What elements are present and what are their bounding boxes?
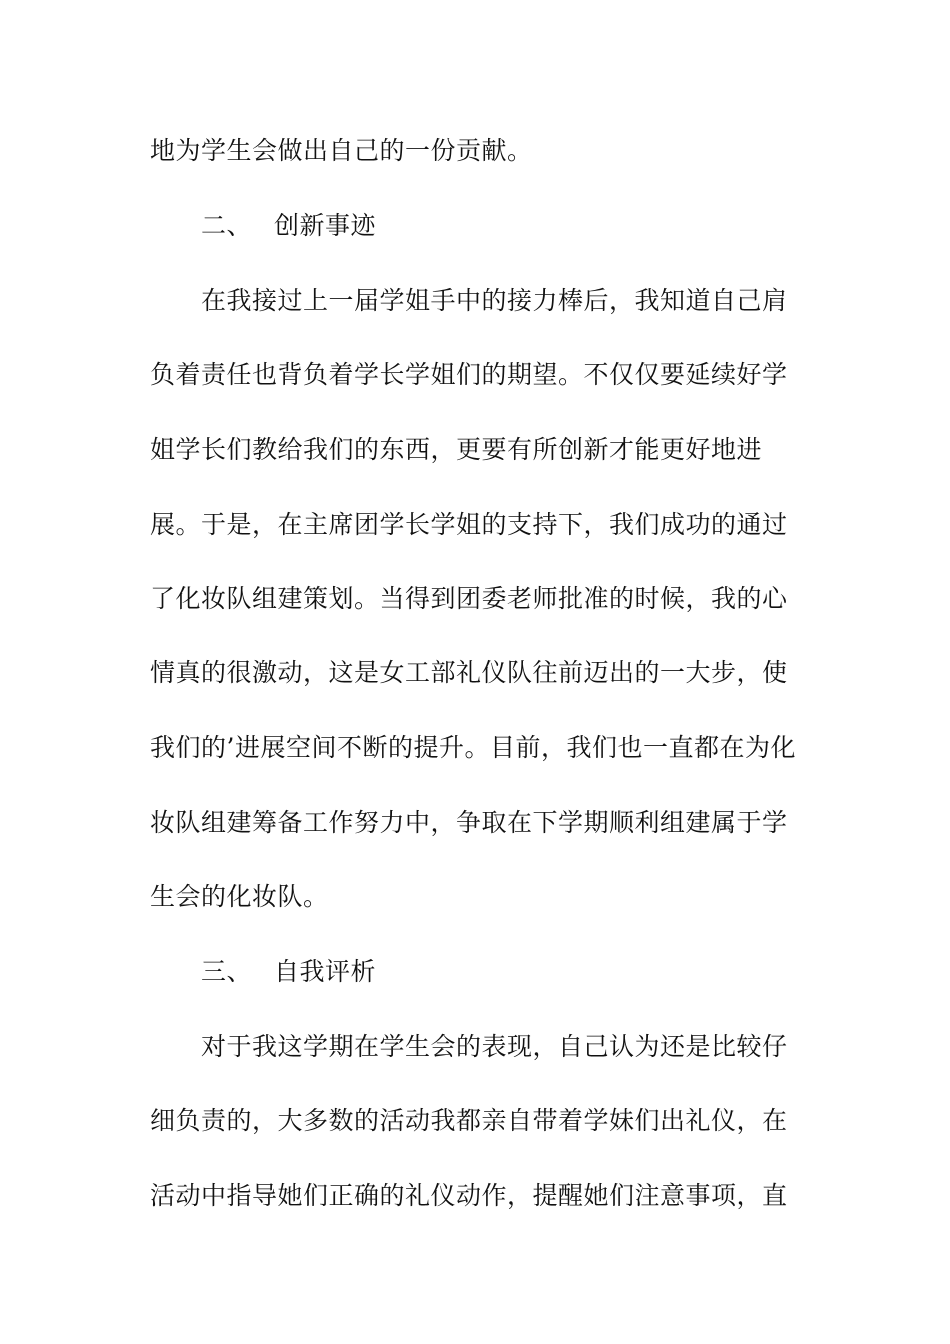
section-heading [201, 955, 376, 989]
section-number: 三、 [201, 957, 253, 986]
text-line: 生会的化妆队。 [150, 882, 329, 911]
text-line: 了化妆队组建策划。当得到团委老师批准的时候，我的心 [150, 584, 788, 613]
section-number: 二、 [201, 211, 253, 240]
section-title: 自我评析 [274, 957, 377, 986]
text-line: 姐学长们教给我们的东西，更要有所创新才能更好地进 [150, 435, 763, 464]
text-line: 在我接过上一届学姐手中的接力棒后，我知道自己肩 [201, 286, 788, 315]
text-line: 活动中指导她们正确的礼仪动作，提醒她们注意事项，直 [150, 1181, 788, 1210]
text-line: 妆队组建筹备工作努力中，争取在下学期顺利组建属于学 [150, 808, 788, 837]
text-line: 我们的’进展空间不断的提升。目前，我们也一直都在为化 [150, 733, 796, 762]
text-line: 细负责的，大多数的活动我都亲自带着学妹们出礼仪，在 [150, 1106, 788, 1135]
text-line: 展。于是，在主席团学长学姐的支持下，我们成功的通过 [150, 510, 788, 539]
text-line: 情真的很激动，这是女工部礼仪队往前迈出的一大步，使 [150, 658, 788, 687]
text-line: 对于我这学期在学生会的表现，自己认为还是比较仔 [201, 1032, 788, 1061]
text-line: 负着责任也背负着学长学姐们的期望。不仅仅要延续好学 [150, 360, 788, 389]
section-heading [201, 209, 376, 243]
section-title: 创新事迹 [274, 211, 377, 240]
text-line: 地为学生会做出自己的一份贡献。 [150, 136, 533, 165]
